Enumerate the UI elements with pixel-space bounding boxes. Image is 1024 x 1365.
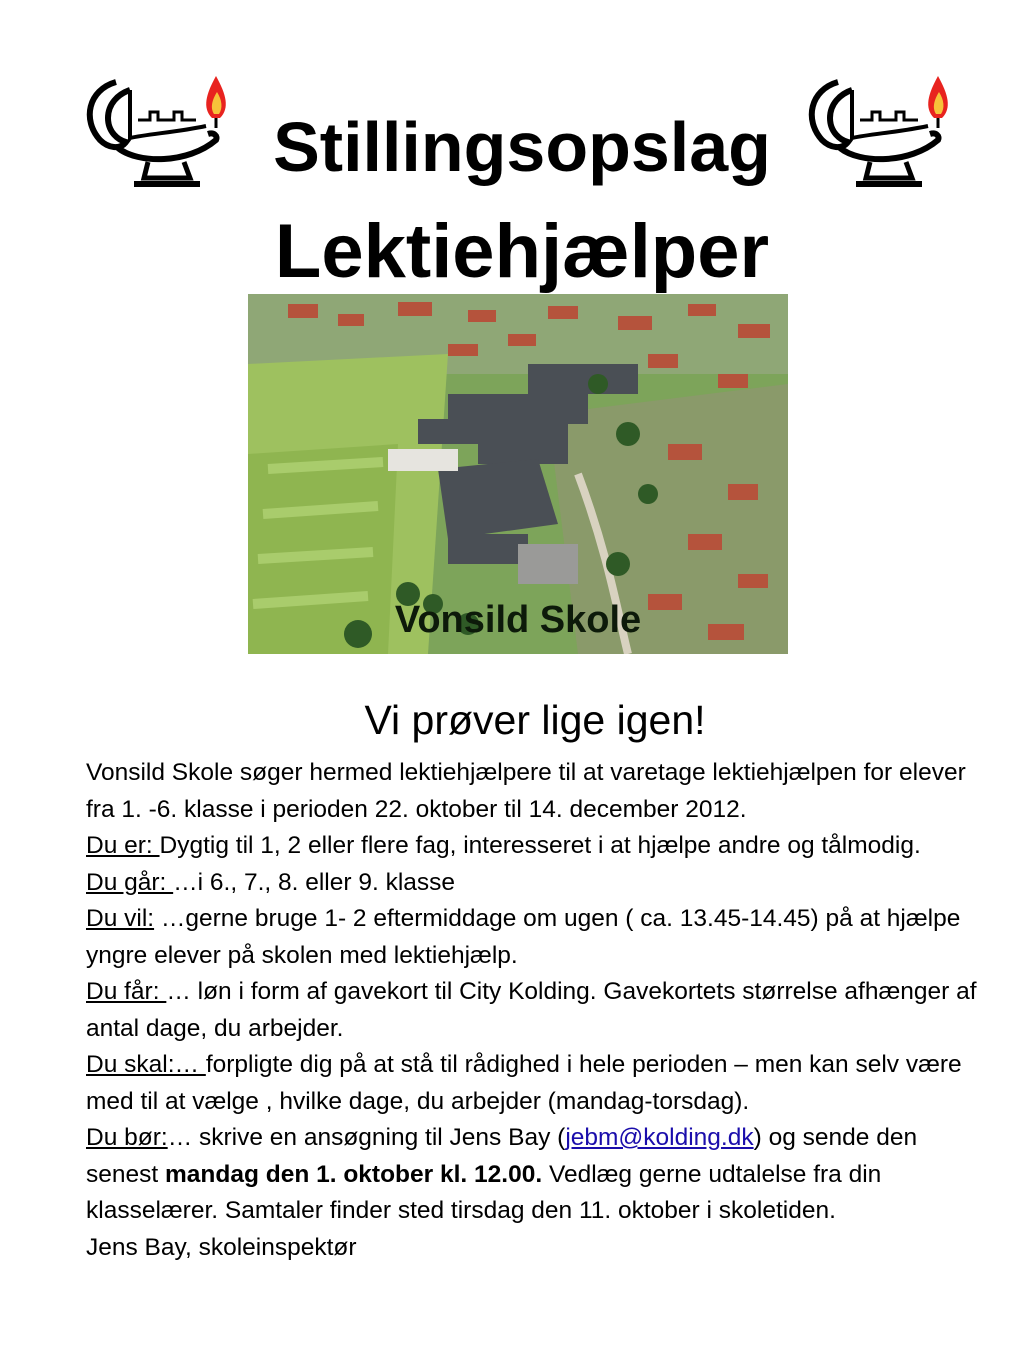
du-boer-line xyxy=(86,1120,986,1230)
du-gaar-line xyxy=(86,865,986,902)
page-subtitle: Lektiehjælper xyxy=(274,209,770,294)
intro-paragraph: Vonsild Skole søger hermed lektiehjælpere til at varetage lektiehjælpen for elever fra 1. -6. klasse i perioden 22. oktober til 14. december 2012. xyxy=(86,759,966,823)
du-skal-line xyxy=(86,1047,986,1120)
du-boer-label: Du bør: xyxy=(86,1124,168,1151)
du-faar-label: Du får: xyxy=(86,978,167,1005)
du-boer-text-3: Vedlæg gerne udtalelse fra din klasselærer. Samtaler finder sted tirsdag den 11. oktober i skoletiden. xyxy=(86,1160,882,1224)
du-vil-text: …gerne bruge 1- 2 eftermiddage om ugen ( ca. 13.45-14.45) på at hjælpe yngre elever på skolen med lektiehjælp. xyxy=(86,905,961,969)
du-skal-label: Du skal:… xyxy=(86,1051,206,1078)
du-faar-line xyxy=(86,974,986,1047)
du-faar-text: … løn i form af gavekort til City Kolding. Gavekortets størrelse afhænger af antal dage, du arbejder. xyxy=(86,978,977,1042)
photo-caption: Vonsild Skole xyxy=(394,599,642,641)
subheading: Vi prøver lige igen! xyxy=(364,697,706,743)
job-description xyxy=(86,755,986,1266)
du-skal-text: forpligte dig på at stå til rådighed i hele perioden – men kan selv være med til at vælge , hvilke dage, du arbejder (mandag-torsdag). xyxy=(86,1051,962,1115)
du-vil-line xyxy=(86,901,986,974)
signature: Jens Bay, skoleinspektør xyxy=(86,1233,357,1261)
du-boer-text-1: … skrive en ansøgning til Jens Bay ( xyxy=(167,1124,566,1151)
du-boer-text-2: ) og sende den senest xyxy=(86,1124,918,1188)
deadline: mandag den 1. oktober kl. 12.00. xyxy=(165,1160,543,1188)
page-title: Stillingsopslag xyxy=(273,108,771,186)
school-aerial-photo xyxy=(248,294,788,654)
du-vil-label: Du vil: xyxy=(86,905,155,932)
du-er-line xyxy=(86,828,986,865)
du-er-label: Du er: xyxy=(86,832,160,859)
du-gaar-label: Du går: xyxy=(86,868,174,896)
du-gaar-text: …i 6., 7., 8. eller 9. klasse xyxy=(173,868,456,896)
email-link[interactable]: jebm@kolding.dk xyxy=(565,1124,754,1151)
du-er-text: Dygtig til 1, 2 eller flere fag, interesseret i at hjælpe andre og tålmodig. xyxy=(159,832,921,859)
